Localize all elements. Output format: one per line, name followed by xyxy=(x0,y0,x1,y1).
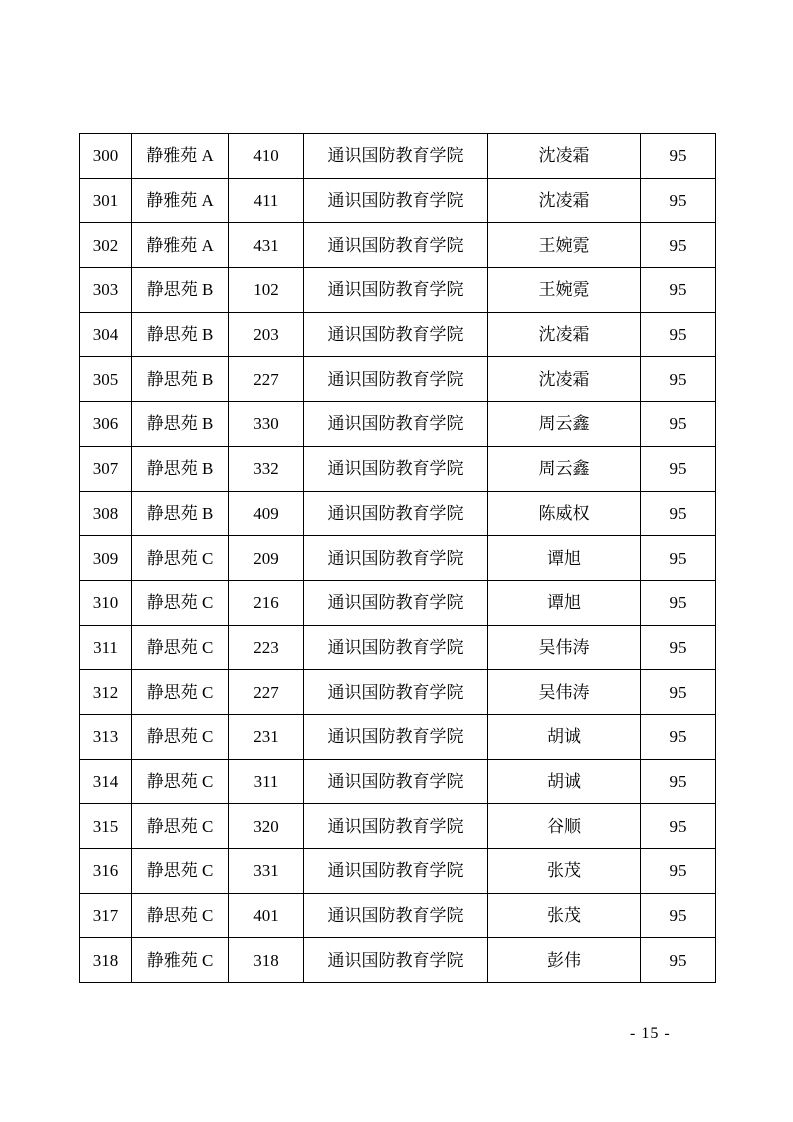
building-cell: 静思苑 B xyxy=(132,357,229,402)
room-number-cell: 401 xyxy=(229,893,304,938)
score-cell: 95 xyxy=(641,849,716,894)
building-cell: 静思苑 C xyxy=(132,804,229,849)
table-row xyxy=(80,402,716,447)
room-number-cell: 330 xyxy=(229,402,304,447)
name-cell: 谭旭 xyxy=(488,536,641,581)
score-cell: 95 xyxy=(641,268,716,313)
college-cell: 通识国防教育学院 xyxy=(304,536,488,581)
score-cell: 95 xyxy=(641,759,716,804)
name-cell: 沈凌霜 xyxy=(488,134,641,179)
table-row xyxy=(80,491,716,536)
college-cell: 通识国防教育学院 xyxy=(304,223,488,268)
score-cell: 95 xyxy=(641,312,716,357)
building-cell: 静思苑 C xyxy=(132,536,229,581)
row-number-cell: 309 xyxy=(80,536,132,581)
score-cell: 95 xyxy=(641,491,716,536)
college-cell: 通识国防教育学院 xyxy=(304,357,488,402)
table-row xyxy=(80,938,716,983)
score-cell: 95 xyxy=(641,893,716,938)
row-number-cell: 301 xyxy=(80,178,132,223)
score-cell: 95 xyxy=(641,178,716,223)
name-cell: 张茂 xyxy=(488,849,641,894)
row-number-cell: 308 xyxy=(80,491,132,536)
row-number-cell: 317 xyxy=(80,893,132,938)
row-number-cell: 306 xyxy=(80,402,132,447)
building-cell: 静思苑 C xyxy=(132,849,229,894)
college-cell: 通识国防教育学院 xyxy=(304,670,488,715)
room-number-cell: 227 xyxy=(229,357,304,402)
building-cell: 静思苑 C xyxy=(132,580,229,625)
name-cell: 王婉霓 xyxy=(488,223,641,268)
building-cell: 静思苑 B xyxy=(132,402,229,447)
score-cell: 95 xyxy=(641,134,716,179)
table-row xyxy=(80,268,716,313)
name-cell: 周云鑫 xyxy=(488,446,641,491)
row-number-cell: 305 xyxy=(80,357,132,402)
building-cell: 静思苑 C xyxy=(132,759,229,804)
row-number-cell: 310 xyxy=(80,580,132,625)
row-number-cell: 303 xyxy=(80,268,132,313)
table-row xyxy=(80,580,716,625)
name-cell: 周云鑫 xyxy=(488,402,641,447)
room-number-cell: 231 xyxy=(229,714,304,759)
room-number-cell: 223 xyxy=(229,625,304,670)
name-cell: 胡诚 xyxy=(488,759,641,804)
score-cell: 95 xyxy=(641,714,716,759)
table-row xyxy=(80,893,716,938)
score-cell: 95 xyxy=(641,938,716,983)
room-number-cell: 410 xyxy=(229,134,304,179)
room-number-cell: 332 xyxy=(229,446,304,491)
college-cell: 通识国防教育学院 xyxy=(304,178,488,223)
room-number-cell: 409 xyxy=(229,491,304,536)
college-cell: 通识国防教育学院 xyxy=(304,580,488,625)
building-cell: 静雅苑 C xyxy=(132,938,229,983)
room-number-cell: 203 xyxy=(229,312,304,357)
room-number-cell: 209 xyxy=(229,536,304,581)
row-number-cell: 312 xyxy=(80,670,132,715)
building-cell: 静思苑 B xyxy=(132,312,229,357)
college-cell: 通识国防教育学院 xyxy=(304,134,488,179)
building-cell: 静思苑 B xyxy=(132,446,229,491)
row-number-cell: 311 xyxy=(80,625,132,670)
row-number-cell: 302 xyxy=(80,223,132,268)
score-cell: 95 xyxy=(641,446,716,491)
score-cell: 95 xyxy=(641,402,716,447)
college-cell: 通识国防教育学院 xyxy=(304,893,488,938)
room-number-cell: 411 xyxy=(229,178,304,223)
row-number-cell: 318 xyxy=(80,938,132,983)
table-row xyxy=(80,357,716,402)
table-row xyxy=(80,625,716,670)
row-number-cell: 304 xyxy=(80,312,132,357)
row-number-cell: 307 xyxy=(80,446,132,491)
room-number-cell: 318 xyxy=(229,938,304,983)
table-row xyxy=(80,446,716,491)
name-cell: 陈威权 xyxy=(488,491,641,536)
building-cell: 静思苑 C xyxy=(132,714,229,759)
table-row xyxy=(80,759,716,804)
building-cell: 静思苑 C xyxy=(132,893,229,938)
table-row xyxy=(80,714,716,759)
room-number-cell: 216 xyxy=(229,580,304,625)
table-row xyxy=(80,312,716,357)
building-cell: 静思苑 B xyxy=(132,268,229,313)
room-number-cell: 102 xyxy=(229,268,304,313)
name-cell: 吴伟涛 xyxy=(488,670,641,715)
college-cell: 通识国防教育学院 xyxy=(304,312,488,357)
name-cell: 吴伟涛 xyxy=(488,625,641,670)
room-number-cell: 331 xyxy=(229,849,304,894)
table-row xyxy=(80,804,716,849)
table-row xyxy=(80,134,716,179)
table-row xyxy=(80,178,716,223)
college-cell: 通识国防教育学院 xyxy=(304,849,488,894)
name-cell: 谷顺 xyxy=(488,804,641,849)
page-number: - 15 - xyxy=(630,1025,671,1042)
name-cell: 胡诚 xyxy=(488,714,641,759)
college-cell: 通识国防教育学院 xyxy=(304,759,488,804)
score-cell: 95 xyxy=(641,804,716,849)
college-cell: 通识国防教育学院 xyxy=(304,491,488,536)
building-cell: 静思苑 C xyxy=(132,625,229,670)
name-cell: 张茂 xyxy=(488,893,641,938)
row-number-cell: 314 xyxy=(80,759,132,804)
college-cell: 通识国防教育学院 xyxy=(304,625,488,670)
building-cell: 静雅苑 A xyxy=(132,134,229,179)
room-number-cell: 431 xyxy=(229,223,304,268)
college-cell: 通识国防教育学院 xyxy=(304,714,488,759)
name-cell: 谭旭 xyxy=(488,580,641,625)
name-cell: 沈凌霜 xyxy=(488,357,641,402)
table-row xyxy=(80,223,716,268)
college-cell: 通识国防教育学院 xyxy=(304,938,488,983)
score-cell: 95 xyxy=(641,223,716,268)
score-cell: 95 xyxy=(641,357,716,402)
room-number-cell: 311 xyxy=(229,759,304,804)
row-number-cell: 315 xyxy=(80,804,132,849)
score-cell: 95 xyxy=(641,580,716,625)
college-cell: 通识国防教育学院 xyxy=(304,268,488,313)
college-cell: 通识国防教育学院 xyxy=(304,804,488,849)
table-row xyxy=(80,849,716,894)
row-number-cell: 316 xyxy=(80,849,132,894)
dormitory-score-table xyxy=(79,133,716,983)
college-cell: 通识国防教育学院 xyxy=(304,402,488,447)
building-cell: 静雅苑 A xyxy=(132,223,229,268)
name-cell: 沈凌霜 xyxy=(488,178,641,223)
table-body xyxy=(80,134,716,983)
row-number-cell: 300 xyxy=(80,134,132,179)
table-row xyxy=(80,536,716,581)
name-cell: 王婉霓 xyxy=(488,268,641,313)
name-cell: 彭伟 xyxy=(488,938,641,983)
score-cell: 95 xyxy=(641,625,716,670)
row-number-cell: 313 xyxy=(80,714,132,759)
room-number-cell: 227 xyxy=(229,670,304,715)
table-row xyxy=(80,670,716,715)
building-cell: 静思苑 B xyxy=(132,491,229,536)
building-cell: 静雅苑 A xyxy=(132,178,229,223)
score-cell: 95 xyxy=(641,670,716,715)
room-number-cell: 320 xyxy=(229,804,304,849)
college-cell: 通识国防教育学院 xyxy=(304,446,488,491)
building-cell: 静思苑 C xyxy=(132,670,229,715)
name-cell: 沈凌霜 xyxy=(488,312,641,357)
score-cell: 95 xyxy=(641,536,716,581)
